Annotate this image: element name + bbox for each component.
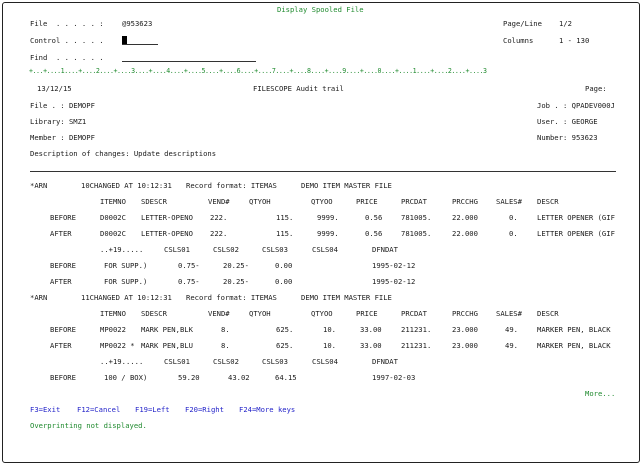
table-row [3, 325, 639, 334]
col-header: QTYOH [249, 309, 271, 318]
cell-csls02: 20.25- [223, 261, 249, 270]
report-number: Number: 953623 [537, 133, 598, 142]
col-header: DFNDAT [372, 245, 398, 254]
cell-itemno: MP0022 * [100, 341, 135, 350]
cell-prcdat: 211231. [401, 325, 432, 334]
cell-dfndat: 1997-02-03 [372, 373, 416, 382]
row-type: BEFORE [50, 213, 76, 222]
cell-itemno: D0002C [100, 229, 126, 238]
cell-descr: LETTER OPENER (GIF [537, 229, 615, 238]
cell-price: 0.56 [365, 213, 383, 222]
cell-qtyoo: 10. [323, 341, 336, 350]
cell-csls03: 0.00 [275, 277, 293, 286]
row-type: AFTER [50, 341, 72, 350]
col-header: SDESCR [141, 309, 167, 318]
cell-prcdat: 781005. [401, 213, 432, 222]
record-format: Record format: ITEMAS [186, 181, 277, 190]
col-header: PRCCHG [452, 309, 478, 318]
cell-csls01: 0.75- [178, 277, 200, 286]
cell-itemno: D0002C [100, 213, 126, 222]
cell-sales: 0. [509, 229, 518, 238]
cell-qtyoh: 115. [276, 229, 294, 238]
cell-csls01: 0.75- [178, 261, 200, 270]
col-header: PRCDAT [401, 197, 427, 206]
col-header: CSLS02 [213, 357, 239, 366]
record-changed: 10CHANGED AT 10:12:31 [81, 181, 172, 190]
col-header: PRCDAT [401, 309, 427, 318]
control-input-underline [122, 44, 158, 45]
cell-sdescr: LETTER-OPENO [141, 213, 193, 222]
col-header: QTYOO [311, 197, 333, 206]
col-header: ..+19..... [100, 357, 144, 366]
find-input-underline [122, 61, 256, 62]
file-value: @953623 [122, 19, 153, 28]
f19-left-key[interactable]: F19=Left [135, 405, 170, 414]
cell-price: 33.00 [360, 341, 382, 350]
table-row [3, 341, 639, 350]
cell-prcchg: 22.000 [452, 213, 478, 222]
cell-descr: MARKER PEN, BLACK [537, 325, 611, 334]
cell-sales: 49. [505, 341, 518, 350]
record-file-desc: DEMO ITEM MASTER FILE [301, 293, 392, 302]
cell-qtyoo: 9999. [317, 213, 339, 222]
f24-more-keys-key[interactable]: F24=More keys [239, 405, 296, 414]
col-header: CSLS02 [213, 245, 239, 254]
cell-csls02: 43.02 [228, 373, 250, 382]
col-header: VEND# [208, 309, 230, 318]
col-header: CSLS01 [164, 245, 190, 254]
cell-sales: 0. [509, 213, 518, 222]
col-header: CSLS03 [262, 245, 288, 254]
report-file: File . : DEMOPF [30, 101, 95, 110]
field-header-row [3, 197, 639, 206]
cell-prcchg: 23.000 [452, 341, 478, 350]
field-header-row [3, 245, 639, 254]
cell-qtyoo: 10. [323, 325, 336, 334]
report-member: Member : DEMOPF [30, 133, 95, 142]
function-key-bar [3, 405, 639, 414]
col-header: PRCCHG [452, 197, 478, 206]
cell-qtyoh: 115. [276, 213, 294, 222]
row-type: AFTER [50, 229, 72, 238]
cell-vend: 8. [221, 325, 230, 334]
cell-csls02: 20.25- [223, 277, 249, 286]
report-library: Library: SMZ1 [30, 117, 87, 126]
table-row [3, 261, 639, 270]
find-input[interactable] [121, 53, 257, 63]
column-ruler: +...+....1....+....2....+....3....+....4....+....5....+....6....+....7....+....8....+....9....+....0....+....1....+....2....+....3 [29, 67, 487, 75]
cell-itemno: MP0022 [100, 325, 126, 334]
cell-qtyoh: 625. [276, 341, 294, 350]
table-row [3, 213, 639, 222]
cell-prcdat: 211231. [401, 341, 432, 350]
more-indicator: More... [585, 389, 616, 398]
cell-prcchg: 23.000 [452, 325, 478, 334]
col-header: ITEMNO [100, 197, 126, 206]
col-header: ITEMNO [100, 309, 126, 318]
cell-sdescr: MARK PEN,BLU [141, 341, 193, 350]
spooled-file-window [2, 2, 640, 463]
screen-title: Display Spooled File [277, 5, 364, 14]
col-header: VEND# [208, 197, 230, 206]
row-type: BEFORE [50, 325, 76, 334]
text-cursor [122, 36, 127, 44]
col-header: SALES# [496, 197, 522, 206]
f12-cancel-key[interactable]: F12=Cancel [77, 405, 121, 414]
row-type: AFTER [50, 277, 72, 286]
field-header-row [3, 357, 639, 366]
cell-price: 33.00 [360, 325, 382, 334]
table-row [3, 373, 639, 382]
f20-right-key[interactable]: F20=Right [185, 405, 224, 414]
separator-rule [30, 171, 616, 172]
col-header: PRICE [356, 197, 378, 206]
page-line-label: Page/Line [503, 19, 542, 28]
report-job: Job . : QPADEV000J [537, 101, 615, 110]
cell-descr-cont: FOR SUPP.) [104, 261, 148, 270]
col-header: DESCR [537, 309, 559, 318]
cell-descr: MARKER PEN, BLACK [537, 341, 611, 350]
col-header: SDESCR [141, 197, 167, 206]
table-row [3, 277, 639, 286]
cell-sdescr: MARK PEN,BLK [141, 325, 193, 334]
cell-descr-cont: FOR SUPP.) [104, 277, 148, 286]
cell-vend: 8. [221, 341, 230, 350]
cell-qtyoo: 9999. [317, 229, 339, 238]
cell-prcchg: 22.000 [452, 229, 478, 238]
record-arn: *ARN [30, 293, 48, 302]
cell-sales: 49. [505, 325, 518, 334]
cell-sdescr: LETTER-OPENO [141, 229, 193, 238]
col-header: ..+19..... [100, 245, 144, 254]
status-message: Overprinting not displayed. [30, 421, 147, 430]
cell-dfndat: 1995-02-12 [372, 261, 416, 270]
cell-vend: 222. [210, 229, 228, 238]
cell-prcdat: 781005. [401, 229, 432, 238]
cell-csls03: 0.00 [275, 261, 293, 270]
col-header: QTYOH [249, 197, 271, 206]
cell-vend: 222. [210, 213, 228, 222]
cell-csls01: 59.20 [178, 373, 200, 382]
col-header: PRICE [356, 309, 378, 318]
cell-csls03: 64.15 [275, 373, 297, 382]
f3-exit-key[interactable]: F3=Exit [30, 405, 61, 414]
report-title: FILESCOPE Audit trail [253, 84, 344, 93]
table-row [3, 229, 639, 238]
report-date: 13/12/15 [37, 84, 72, 93]
columns-value: 1 - 130 [559, 36, 590, 45]
col-header: CSLS04 [312, 245, 338, 254]
cell-descr-cont: 100 / BOX) [104, 373, 148, 382]
col-header: CSLS04 [312, 357, 338, 366]
col-header: DFNDAT [372, 357, 398, 366]
report-page-label: Page: [585, 84, 607, 93]
record-changed: 11CHANGED AT 10:12:31 [81, 293, 172, 302]
cell-price: 0.56 [365, 229, 383, 238]
col-header: QTYOO [311, 309, 333, 318]
row-type: BEFORE [50, 373, 76, 382]
record-format: Record format: ITEMAS [186, 293, 277, 302]
col-header: DESCR [537, 197, 559, 206]
cell-qtyoh: 625. [276, 325, 294, 334]
field-header-row [3, 309, 639, 318]
report-description: Description of changes: Update descriptions [30, 149, 217, 158]
control-label: Control . . . . . [30, 36, 104, 45]
col-header: CSLS01 [164, 357, 190, 366]
find-label: Find . . . . . . [30, 53, 104, 62]
columns-label: Columns [503, 36, 534, 45]
row-type: BEFORE [50, 261, 76, 270]
file-label: File . . . . . : [30, 19, 104, 28]
record-arn: *ARN [30, 181, 48, 190]
record-file-desc: DEMO ITEM MASTER FILE [301, 181, 392, 190]
cell-descr: LETTER OPENER (GIF [537, 213, 615, 222]
control-input[interactable] [121, 35, 159, 45]
cell-dfndat: 1995-02-12 [372, 277, 416, 286]
page-line-value: 1/2 [559, 19, 572, 28]
col-header: SALES# [496, 309, 522, 318]
report-user: User. : GEORGE [537, 117, 598, 126]
col-header: CSLS03 [262, 357, 288, 366]
